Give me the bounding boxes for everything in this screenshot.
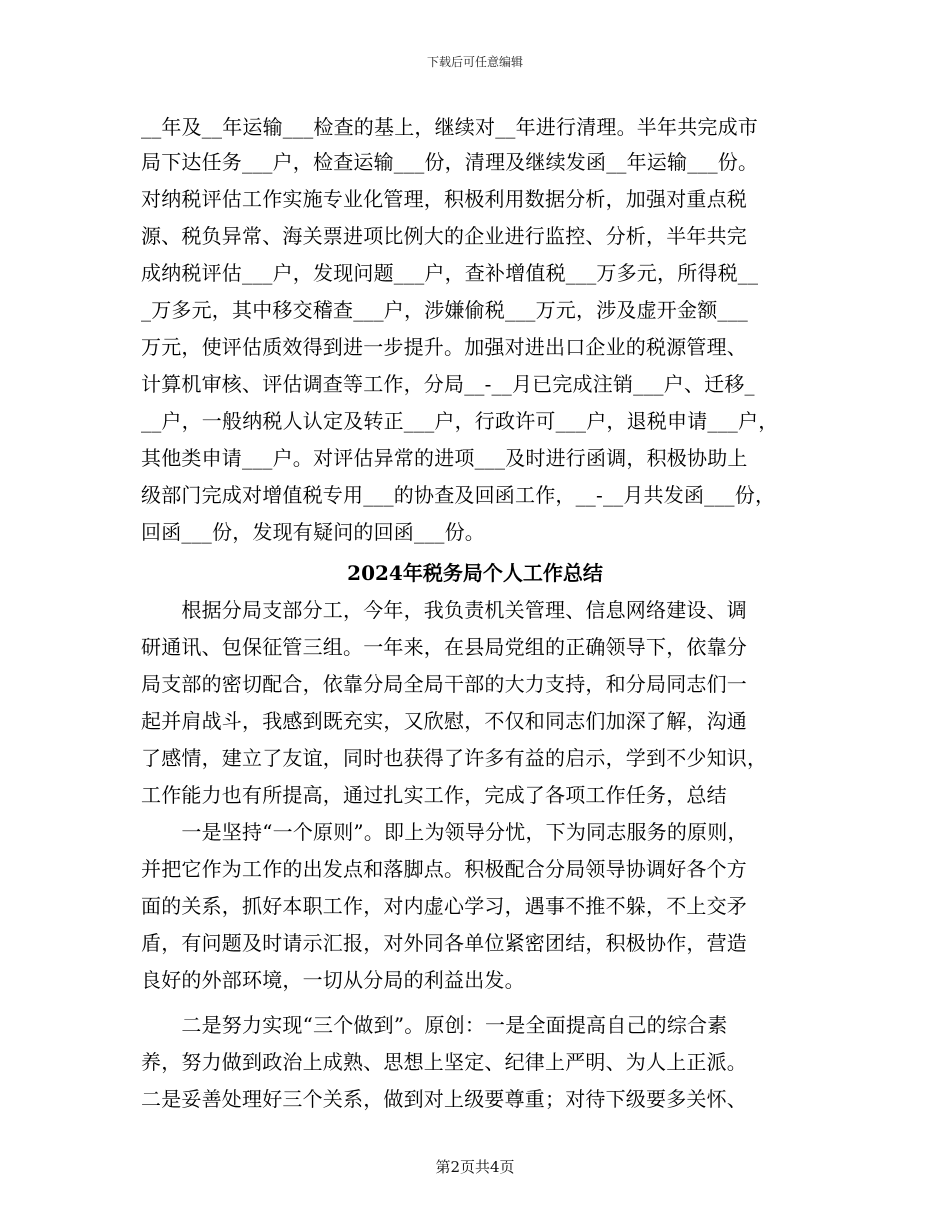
paragraph-line: 其他类申请___户。对评估异常的进项___及时进行函调，积极协助上 — [141, 446, 748, 470]
page-footer: 第2页共4页 — [435, 1158, 515, 1176]
paragraph-line: 面的关系，抓好本职工作，对内虚心学习，遇事不推不躲，不上交矛 — [141, 894, 747, 918]
paragraph-line: 局下达任务___户，检查运输___份，清理及继续发函__年运输___份。 — [141, 150, 759, 174]
paragraph-line: 源、税负异常、海关票进项比例大的企业进行监控、分析，半年共完 — [141, 224, 747, 248]
paragraph-line: 起并肩战斗，我感到既充实，又欣慰，不仅和同志们加深了解，沟通 — [141, 709, 747, 733]
paragraph-line: __户，一般纳税人认定及转正___户，行政许可___户，退税申请___户， — [141, 409, 779, 433]
paragraph-line: 局支部的密切配合，依靠分局全局干部的大力支持，和分局同志们一 — [141, 672, 747, 696]
paragraph-line: 二是妥善处理好三个关系，做到对上级要尊重；对待下级要多关怀、 — [141, 1087, 747, 1111]
section-title: 2024年税务局个人工作总结 — [347, 561, 603, 585]
paragraph-line: 二是努力实现“三个做到”。原创：一是全面提高自己的综合素 — [141, 1013, 728, 1037]
paragraph-line: 研通讯、包保征管三组。一年来，在县局党组的正确领导下，依靠分 — [141, 635, 747, 659]
page-header: 下载后可任意编辑 — [426, 55, 523, 69]
paragraph-line: 级部门完成对增值税专用___的协查及回函工作，__-__月共发函___份， — [141, 483, 776, 507]
paragraph-line: 并把它作为工作的出发点和落脚点。积极配合分局领导协调好各个方 — [141, 857, 747, 881]
paragraph-line: 回函___份，发现有疑问的回函___份。 — [141, 520, 485, 544]
paragraph-line: 工作能力也有所提高，通过扎实工作，完成了各项工作任务，总结 — [141, 783, 727, 807]
paragraph-line: 养，努力做到政治上成熟、思想上坚定、纪律上严明、为人上正派。 — [141, 1050, 747, 1074]
paragraph-line: 成纳税评估___户，发现问题___户，查补增值税___万多元，所得税__ — [141, 261, 759, 285]
paragraph-line: _万多元，其中移交稽查___户，涉嫌偷税___万元，涉及虚开金额___ — [141, 298, 748, 322]
paragraph-line: 对纳税评估工作实施专业化管理，积极利用数据分析，加强对重点税 — [141, 187, 747, 211]
paragraph-line: 良好的外部环境，一切从分局的利益出发。 — [141, 968, 525, 992]
paragraph-line: 万元，使评估质效得到进一步提升。加强对进出口企业的税源管理、 — [141, 335, 747, 359]
paragraph-line: 盾，有问题及时请示汇报，对外同各单位紧密团结，积极协作，营造 — [141, 931, 747, 955]
paragraph-line: 计算机审核、评估调查等工作，分局__-__月已完成注销___户、迁移_ — [141, 372, 755, 396]
paragraph-line: 一是坚持“一个原则”。即上为领导分忧，下为同志服务的原则， — [141, 820, 748, 844]
paragraph-line: __年及__年运输___检查的基上，继续对__年进行清理。半年共完成市 — [141, 115, 758, 139]
paragraph-line: 根据分局支部分工，今年，我负责机关管理、信息网络建设、调 — [141, 598, 747, 622]
paragraph-line: 了感情，建立了友谊，同时也获得了许多有益的启示，学到不少知识， — [141, 746, 768, 770]
